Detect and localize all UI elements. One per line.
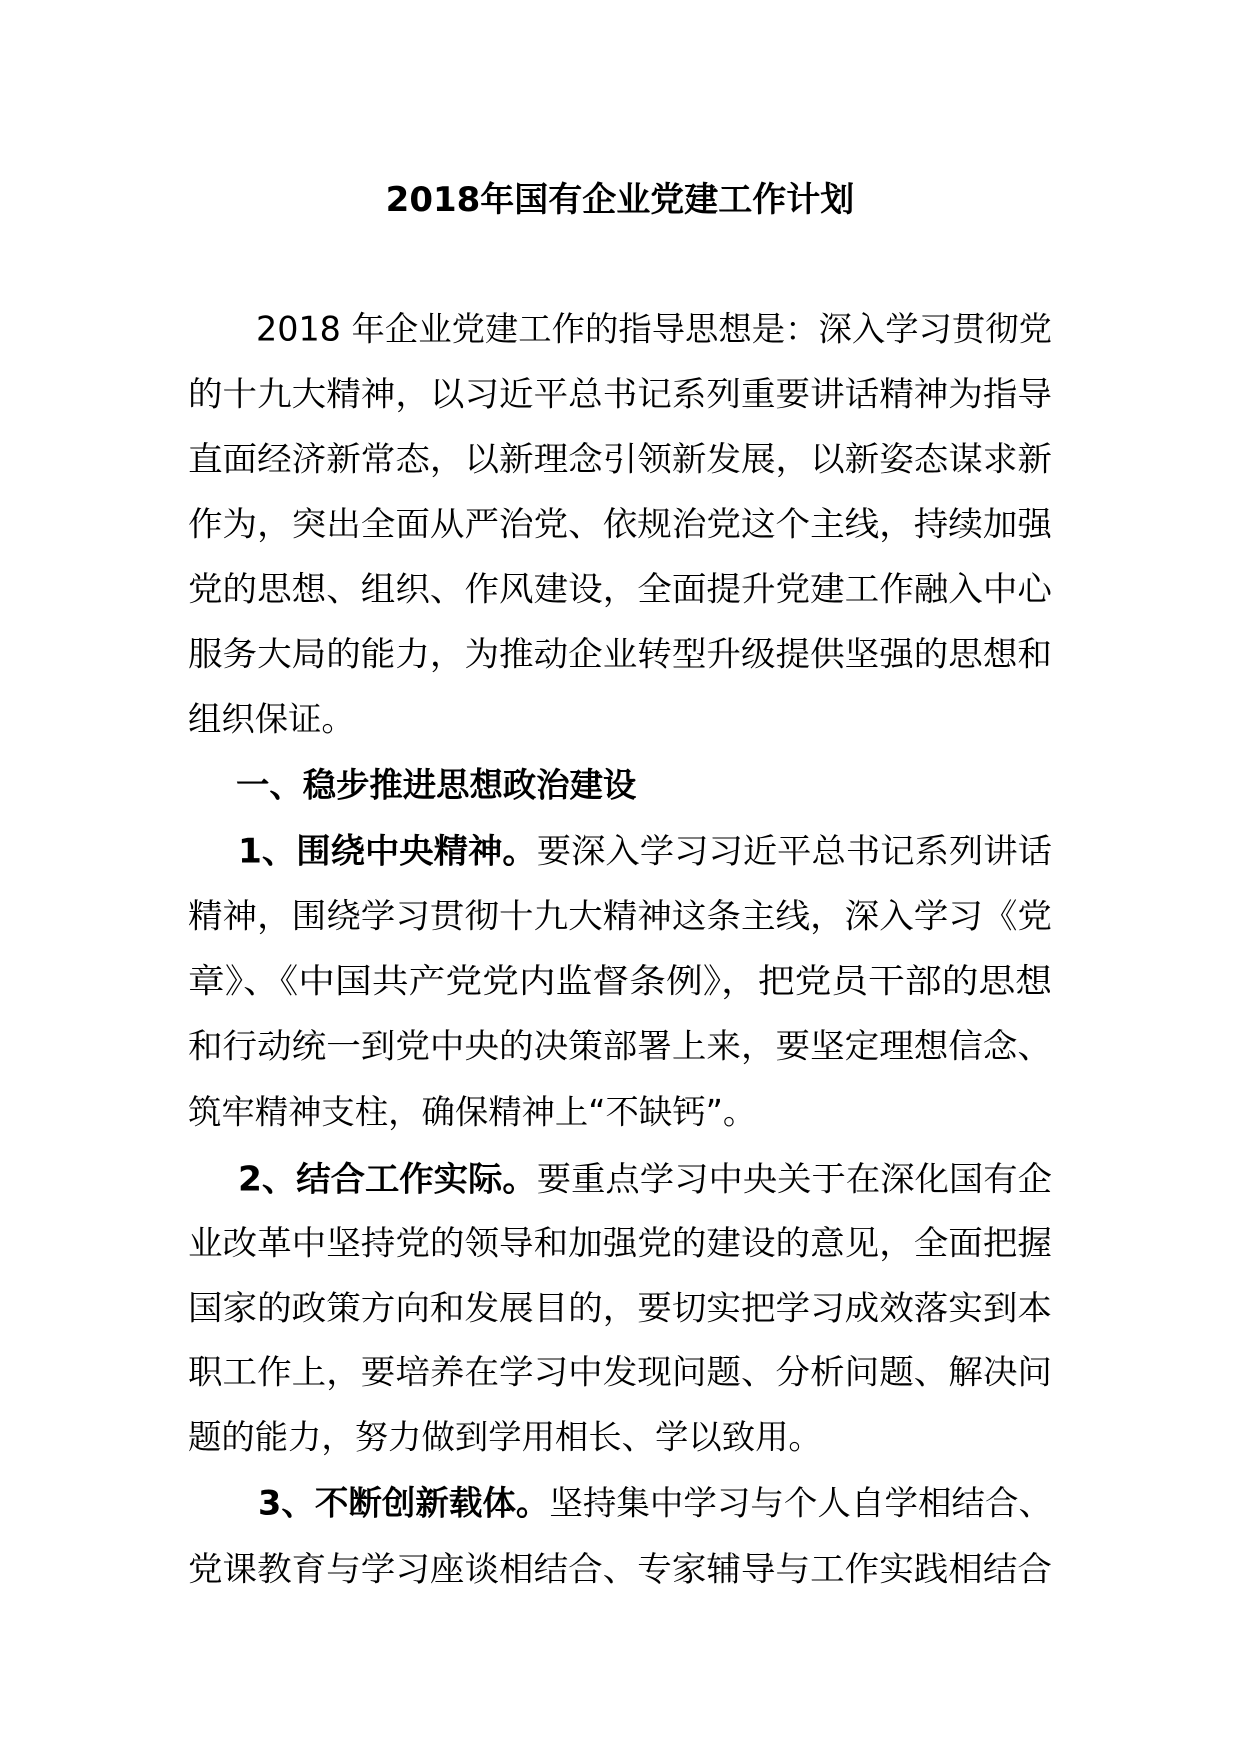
text-span: 要深入学习习近平总书记系列讲话: [536, 831, 1052, 871]
list-item-line: [188, 890, 1052, 943]
list-item-line: [238, 1153, 1052, 1206]
text-span: 和行动统一到党中央的决策部署上来，要坚定理想信念、: [188, 1026, 1052, 1066]
list-item-line: [188, 1282, 1052, 1335]
list-item-line: [188, 1411, 822, 1464]
text-span: 党课教育与学习座谈相结合、专家辅导与工作实践相结合: [188, 1549, 1052, 1589]
text-span: 作为，突出全面从严治党、依规治党这个主线，持续加强: [188, 504, 1052, 544]
list-item-line: [238, 825, 1052, 878]
text-span: 筑牢精神支柱，确保精神上“不缺钙”。: [188, 1092, 757, 1132]
paragraph-line: [188, 693, 355, 746]
paragraph-line: [188, 368, 1052, 421]
list-item-line: [188, 1086, 756, 1139]
item-heading: 3、不断创新载体。: [258, 1483, 550, 1523]
text-span: 的十九大精神，以习近平总书记系列重要讲话精神为指导: [188, 374, 1052, 414]
text-span: 业改革中坚持党的领导和加强党的建设的意见，全面把握: [188, 1223, 1052, 1263]
text-span: 题的能力，努力做到学用相长、学以致用。: [188, 1417, 822, 1457]
paragraph-line: [256, 303, 1052, 356]
text-span: 国家的政策方向和发展目的，要切实把学习成效落实到本: [188, 1288, 1052, 1328]
text-span: 服务大局的能力，为推动企业转型升级提供坚强的思想和: [188, 634, 1052, 674]
text-span: 2018 年企业党建工作的指导思想是：深入学习贯彻党: [256, 309, 1052, 349]
item-heading: 2、结合工作实际。: [238, 1159, 537, 1199]
text-span: 要重点学习中央关于在深化国有企: [536, 1159, 1052, 1199]
list-item-line: [188, 1543, 1052, 1596]
paragraph-line: [188, 433, 1052, 486]
paragraph-line: [188, 498, 1052, 551]
document-title: 2018年国有企业党建工作计划: [385, 180, 855, 220]
item-heading: 1、围绕中央精神。: [238, 831, 537, 871]
item-heading: 一、稳步推进思想政治建设: [236, 765, 637, 805]
text-span: 坚持集中学习与个人自学相结合、: [549, 1483, 1052, 1523]
paragraph-line: [188, 563, 1052, 616]
text-span: 党的思想、组织、作风建设，全面提升党建工作融入中心: [188, 569, 1052, 609]
text-span: 职工作上，要培养在学习中发现问题、分析问题、解决问: [188, 1352, 1052, 1392]
list-item-line: [258, 1477, 1052, 1530]
list-item-line: [188, 1217, 1052, 1270]
text-span: 章》、《中国共产党党内监督条例》，把党员干部的思想: [188, 961, 1052, 1001]
paragraph-line: [188, 628, 1052, 681]
list-item-line: [188, 1346, 1052, 1399]
text-span: 直面经济新常态，以新理念引领新发展，以新姿态谋求新: [188, 439, 1052, 479]
list-item-line: [188, 1020, 1052, 1073]
section-heading: [236, 759, 636, 812]
list-item-line: [188, 955, 1052, 1008]
text-span: 精神，围绕学习贯彻十九大精神这条主线，深入学习《党: [188, 896, 1052, 936]
text-span: 组织保证。: [188, 699, 355, 739]
